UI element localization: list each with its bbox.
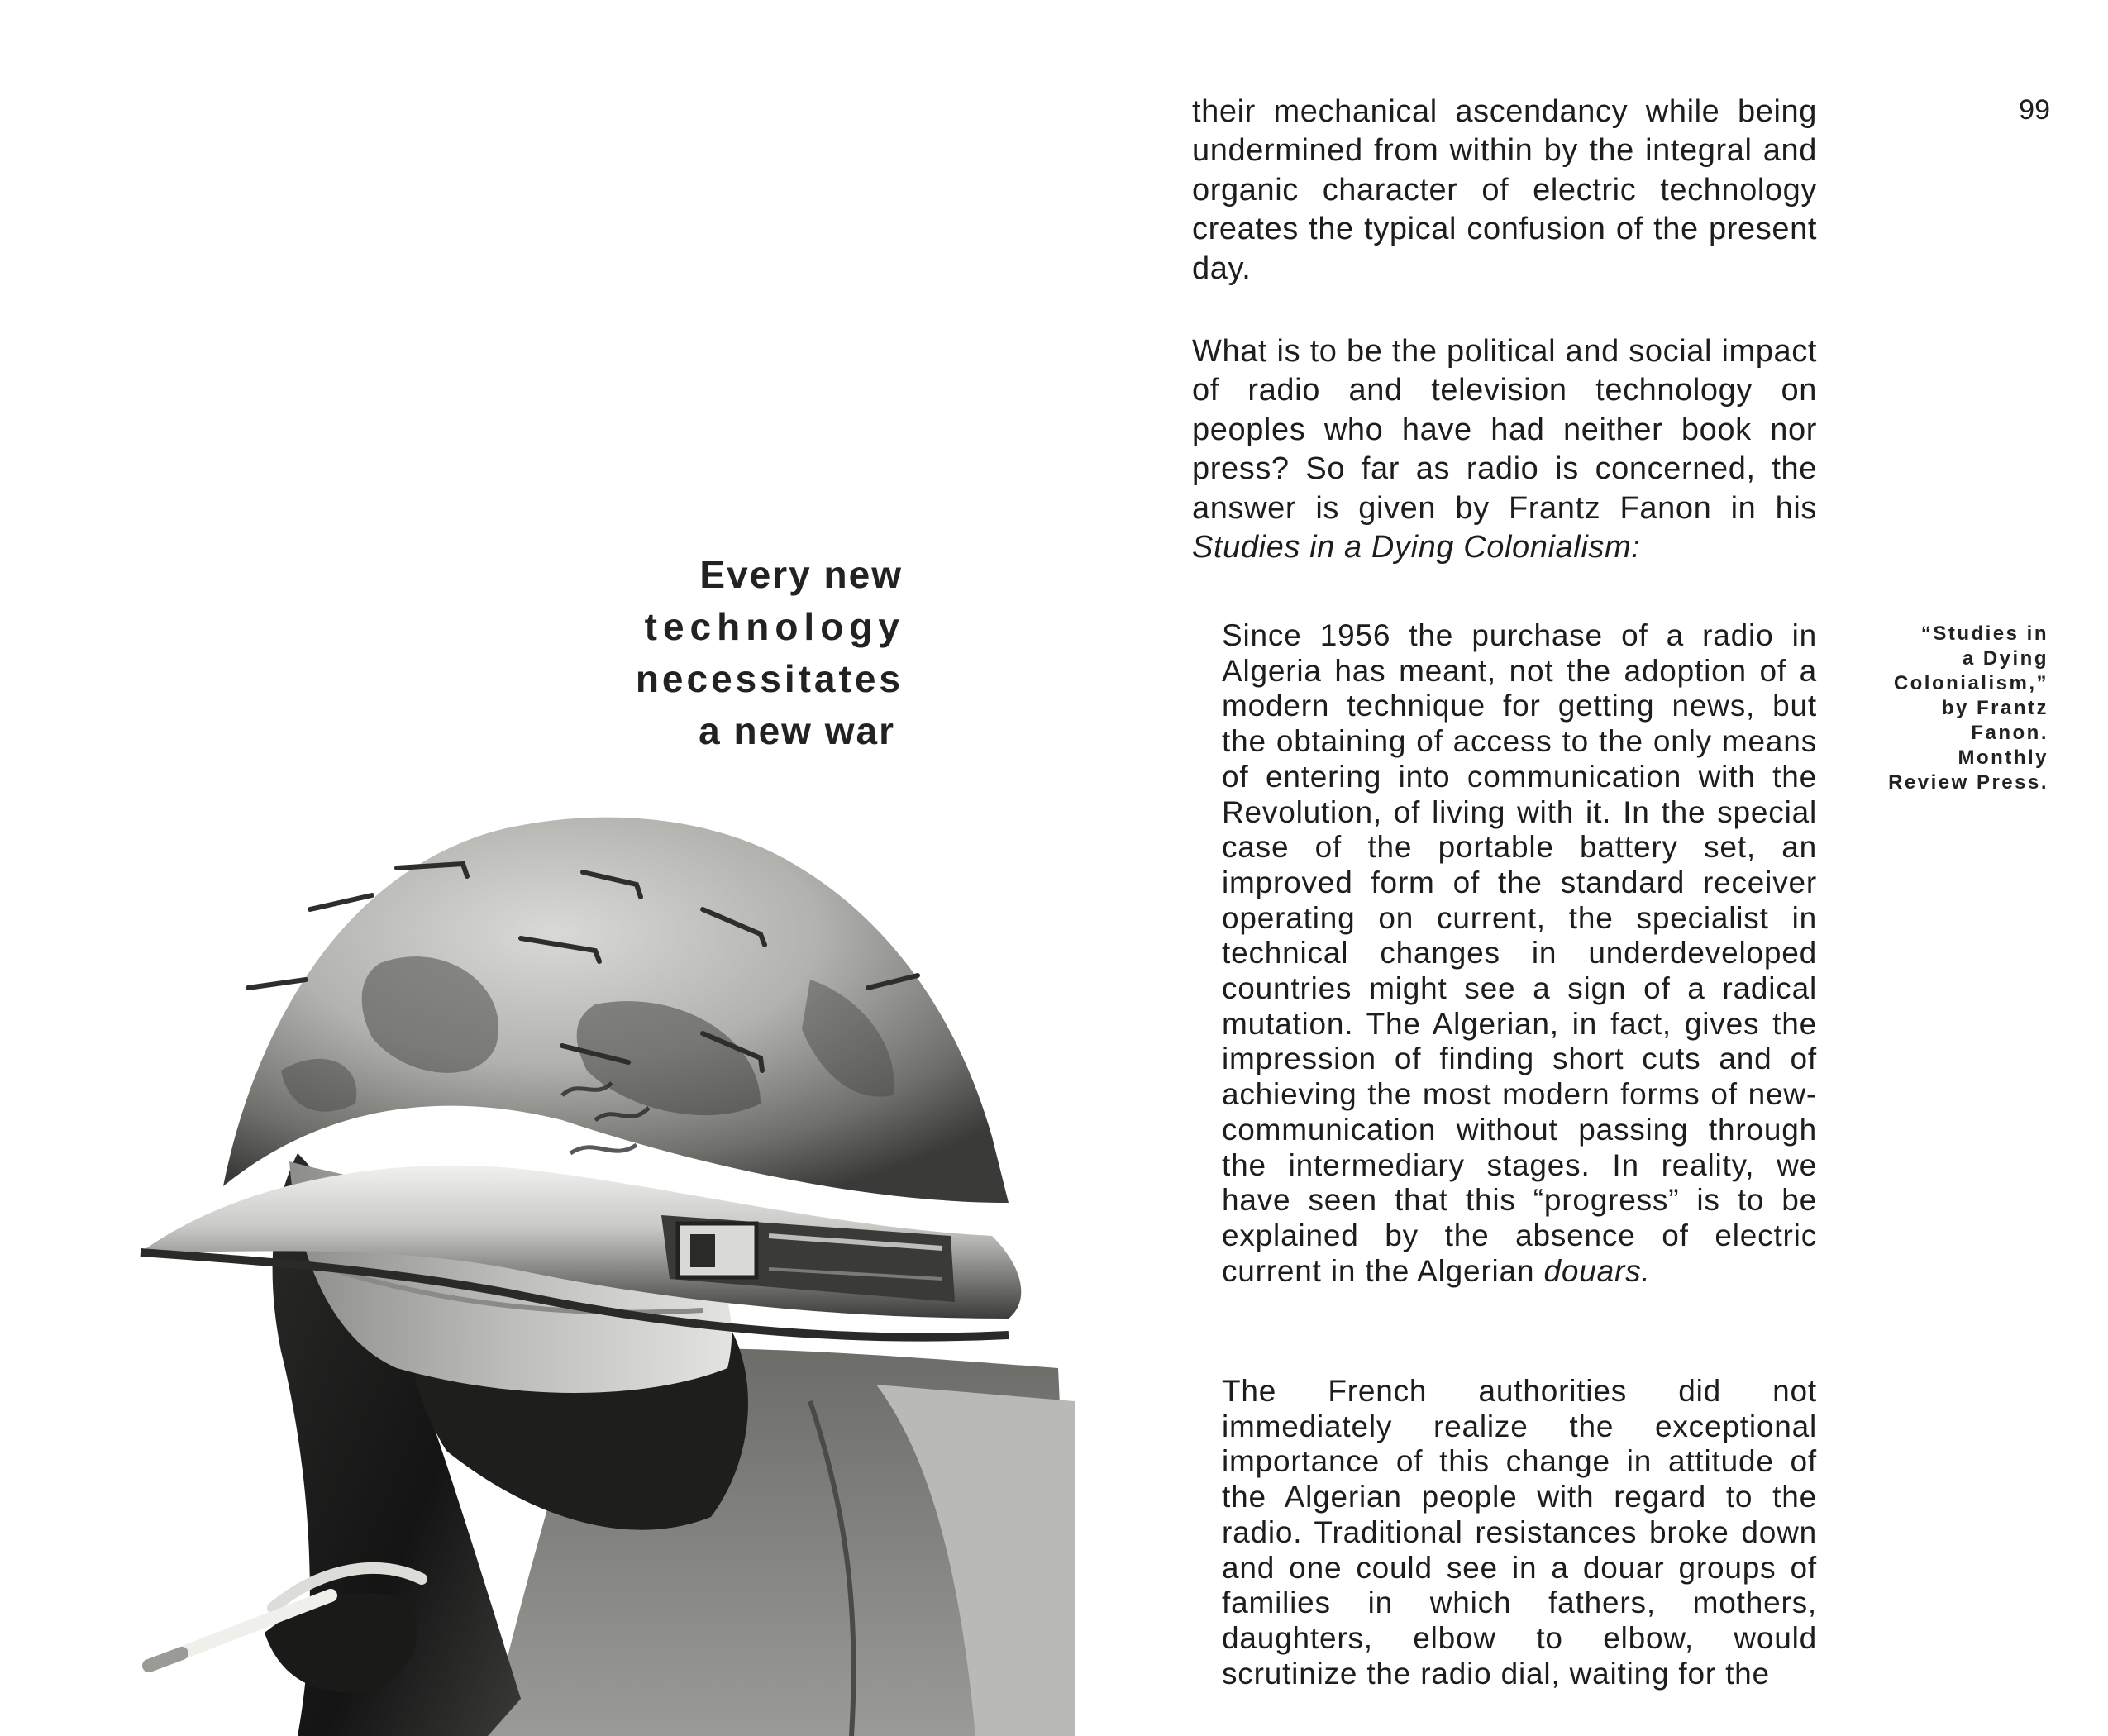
- sidenote-line: Colonialism,”: [1893, 672, 2048, 694]
- headline-line-3: necessitates: [635, 657, 904, 700]
- quotation-1-italic-word: douars.: [1543, 1253, 1651, 1288]
- sidenote-line: by Frantz: [1941, 697, 2048, 719]
- sidenote-citation: [1843, 622, 2048, 795]
- headline-line-2: technology: [644, 605, 905, 648]
- paragraph-1: their mechanical ascendancy while being undermined from within by the integral and organic character of electric technology creates the typical confusion of the present day.: [1192, 94, 1817, 286]
- sidenote-line: Fanon.: [1971, 722, 2048, 744]
- sidenote-line: a Dying: [1962, 647, 2048, 670]
- paragraph-2-text: What is to be the political and social impact of radio and television technology on peoples who have had neither book nor press? So far as radio is concerned, the answer is given by Frantz Fanon in his: [1192, 334, 1817, 526]
- quotation-2: The French authorities did not immediately realize the exceptional importance of this change in attitude of the Algerian people with regard to the radio. Traditional resistances broke down and one could see in a douar groups of families in which fathers, mothers, daughters, elbow to elbow, would scrutinize the radio dial, waiting for the: [1222, 1374, 1817, 1691]
- page-number: 99: [2019, 94, 2050, 126]
- headline: [579, 549, 905, 757]
- quotation-1-text: Since 1956 the purchase of a radio in Algeria has meant, not the adoption of a modern technique for getting news, but the obtaining of access to the only means of entering into communication with the Revolution, of living with it. In the special case of the portable battery set, an improved form of the standard receiver operating on current, the specialist in technical changes in underdeveloped countries might see a sign of a radical mutation. The Algerian, in fact, gives the impression of finding short cuts and of achieving the most modern forms of new-communication without passing through the intermediary stages. In reality, we have seen that this “progress” is to be explained by the absence of electric current in the Algerian: [1222, 618, 1817, 1288]
- headline-line-1: Every new: [699, 553, 903, 596]
- soldier-photo: [132, 773, 1075, 1736]
- quotation-1: [1222, 618, 1817, 1289]
- paragraph-2: [1192, 332, 1817, 567]
- sidenote-line: Monthly: [1958, 746, 2048, 769]
- headline-line-4: a new war: [699, 709, 895, 752]
- sidenote-line: “Studies in: [1920, 622, 2048, 645]
- book-title: Studies in a Dying Colonialism:: [1192, 530, 1641, 565]
- sidenote-line: Review Press.: [1888, 771, 2048, 794]
